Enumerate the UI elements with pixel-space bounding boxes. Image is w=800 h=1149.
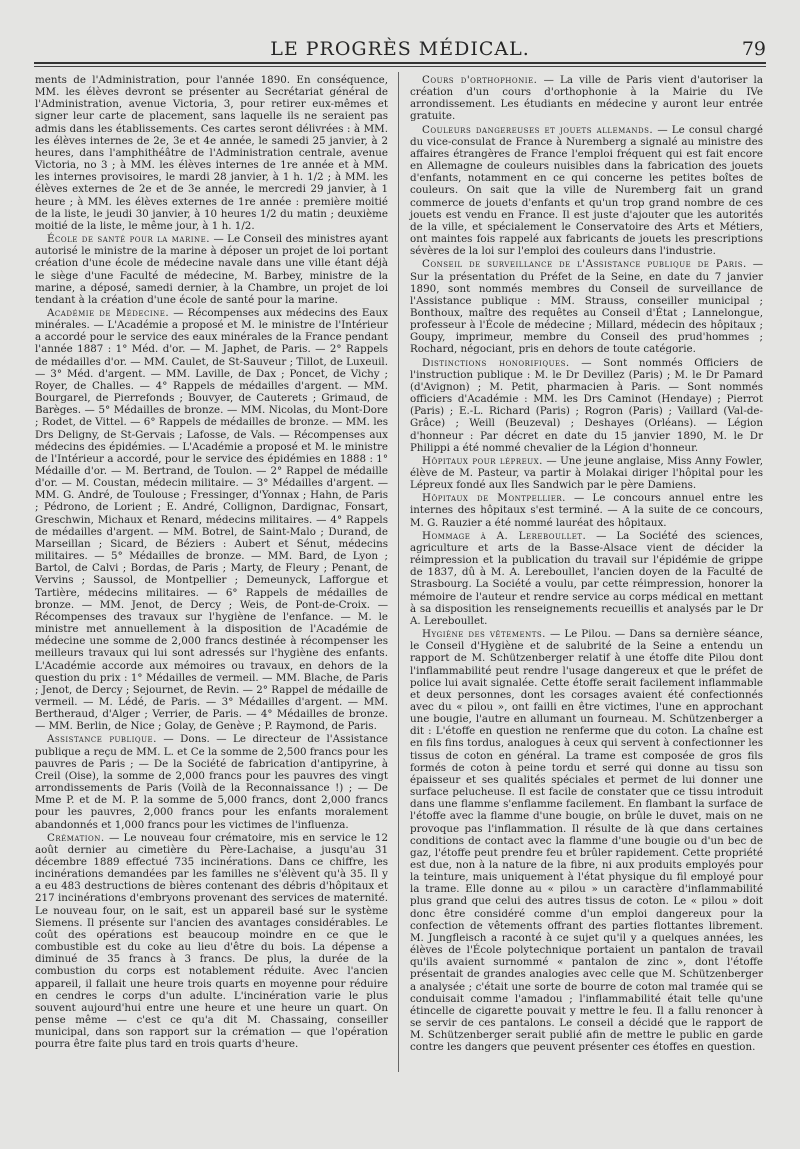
section-heading: Conseil de surveillance de l'Assistance publique de Paris. <box>422 258 747 271</box>
section-heading: Hygiène des vêtements. <box>422 628 546 641</box>
paragraph-text: — Le nouveau four crématoire, mis en service le 12 août dernier au cimetière du Père-Lachaise, a jusqu'au 31 décembre 1889 effectué 735 incinérations. Dans ce chiffre, les incinérations demandées par les familles ne s'élèvent qu'à 35. Il y a eu 483 destructions de bières contenant des débris d'hôpitaux et 217 incinérations d'embryons provenant des services de maternité. Le nouveau four, on le sait, est un appareil basé sur le système Siemens. Il présente sur l'ancien des avantages considérables. Le coût des opérations est beaucoup moindre en ce que le combustible est du coke au lieu d'être du bois. La dépense a diminué de 35 francs à 3 francs. De plus, la durée de la combustion du corps est notablement réduite. Avec l'ancien appareil, il fallait une heure trois quarts en moyenne pour réduire en cendres le corps d'un adulte. L'incinération varie le plus souvent aujourd'hui entre une heure et une heure un quart. On pense même — c'est ce qu'a dit M. Chassaing, conseiller municipal, dans son rapport sur la crémation — que l'opération pourra être faite plus tard en trois quarts d'heure. <box>35 831 388 1051</box>
paragraph-text: ments de l'Administration, pour l'année 1890. En conséquence, MM. les élèves devront se présenter au Secrétariat général de l'Administration, avenue Victoria, 3, pour retirer eux-mêmes et signer leur carte de placement, sans laquelle ils ne seraient pas admis dans les établissements. Ces cartes seront délivrées : à MM. les élèves internes de 2e, 3e et 4e année, le samedi 25 janvier, à 2 heures, dans l'amphithéâtre de l'Administration centrale, avenue Victoria, no 3 ; à MM. les élèves internes de 1re année et à MM. les internes provisoires, le mardi 28 janvier, à 1 h. 1/2 ; à MM. les élèves externes de 2e et de 3e année, le mercredi 29 janvier, à 1 heure ; à MM. les élèves externes de 1re année : première moitié de la liste, le jeudi 30 janvier, à 10 heures 1/2 du matin ; deuxième moitié de la liste, le même jour, à 1 h. 1/2. <box>35 74 388 232</box>
paragraph <box>410 258 763 355</box>
paragraph <box>410 530 763 627</box>
paragraph-text: — Sont nommés Officiers de l'instruction publique : M. le Dr Devillez (Paris) ; M. le Dr Pamard (d'Avignon) ; M. Petit, pharmacien à Paris. — Sont nommés officiers d'Académie : MM. les Drs Caminot (Hendaye) ; Pierrot (Paris) ; E.-L. Richard (Paris) ; Rogron (Paris) ; Vaillard (Val-de-Grâce) ; Weill (Beuzeval) ; Deshayes (Orléans). — Légion d'honneur : Par décret en date du 15 janvier 1890, M. le Dr Philippi a été nommé chevalier de la Légion d'honneur. <box>410 356 763 454</box>
page-header <box>34 36 766 62</box>
paragraph <box>410 628 763 1053</box>
paragraph-text: — Dons. — Le directeur de l'Assistance publique a reçu de MM. L. et Ce la somme de 2,500 francs pour les pauvres de Paris ; — De la Société de fabrication d'antipyrine, à Creil (Oise), la somme de 2,000 francs pour les pauvres des vingt arrondissements de Paris (Voilà de la Reconnaissance !) ; — De Mme P. et de M. P. la somme de 5,000 francs, dont 2,000 francs pour les pauvres, 2,000 francs pour les enfants moralement abandonnés et 1,000 francs pour les victimes de l'influenza. <box>35 733 388 831</box>
column-divider <box>398 72 399 1072</box>
paragraph <box>410 492 763 528</box>
paragraph <box>410 357 763 454</box>
paragraph-text: — Le consul chargé du vice-consulat de France à Nuremberg a signalé au ministre des affaires étrangères de France l'emploi fréquent qui est fait encore en Allemagne de couleurs nuisibles dans la fabrication des jouets d'enfants, notamment en ce qui concerne les petites boîtes de couleurs. On sait que la ville de Nuremberg fait un grand commerce de jouets d'enfants et qu'un trop grand nombre de ces jouets est vendu en France. Il est juste d'ajouter que les autorités de la ville, et spécialement le Conservatoire des Arts et Métiers, ont maintes fois rappelé aux fabricants de jouets les prescriptions sévères de la loi sur l'emploi des couleurs dans l'industrie. <box>410 123 763 258</box>
running-title: LE PROGRÈS MÉDICAL. <box>270 38 530 60</box>
section-heading: Hôpitaux de Montpellier. <box>422 492 566 505</box>
paragraph-text: — La ville de Paris vient d'autoriser la création d'un cours d'orthophonie à la Mairie du IVe arrondissement. Les étudiants en médecine y auront leur entrée gratuite. <box>410 74 763 123</box>
page-number: 79 <box>741 38 766 60</box>
section-heading: Crémation. <box>47 831 105 844</box>
paragraph <box>35 233 388 306</box>
paragraph-text: — Récompenses aux médecins des Eaux minérales. — L'Académie a proposé et M. le ministre de l'Intérieur a accordé pour le service des eaux minérales de la France pendant l'année 1887 : 1° Méd. d'or. — M. Japhet, de Paris. — 2° Rappels de médailles d'or. — MM. Caulet, de St-Sauveur ; Tillot, de Luxeuil. — 3° Méd. d'argent. — MM. Laville, de Dax ; Poncet, de Vichy ; Royer, de Challes. — 4° Rappels de médailles d'argent. — MM. Bourgarel, de Pierrefonds ; Bouvyer, de Cauterets ; Grimaud, de Barèges. — 5° Médailles de bronze. — MM. Nicolas, du Mont-Dore ; Rodet, de Vittel. — 6° Rappels de médailles de bronze. — MM. les Drs Deligny, de St-Gervais ; Lafosse, de Vals. — Récompenses aux médecins des épidémies. — L'Académie a proposé et M. le ministre de l'Intérieur a accordé, pour le service des épidémies en 1888 : 1° Médaille d'or. — M. Bertrand, de Toulon. — 2° Rappel de médaille d'or. — M. Coustan, médecin militaire. — 3° Médailles d'argent. — MM. G. André, de Toulouse ; Fressinger, d'Yonnax ; Hahn, de Paris ; Pédrono, de Lorient ; E. André, Collignon, Dardignac, Fonsart, Greschwin, Michaux et Renard, médecins militaires. — 4° Rappels de médailles d'argent. — MM. Botrel, de Saint-Malo ; Durand, de Marseillan ; Sicard, de Béziers : Aubert et Sénut, médecins militaires. — 5° Médailles de bronze. — MM. Bard, de Lyon ; Bartol, de Calvi ; Bordas, de Paris ; Marty, de Fleury ; Penant, de Vervins ; Saussol, de Montpellier ; Demeunyck, Lafforgue et Tartière, médecins militaires. — 6° Rappels de médailles de bronze. — MM. Jenot, de Dercy ; Weis, de Pont-de-Croix. — Récompenses des travaux sur l'hygiène de l'enfance. — M. le ministre met annuellement à la disposition de l'Académie de médecine une somme de 2,000 francs destinée à récompenser les meilleurs travaux qui lui sont adressés sur l'hygiène des enfants. L'Académie accorde aux mémoires ou travaux, en dehors de la question du prix : 1° Médailles de vermeil. — MM. Blache, de Paris ; Jenot, de Dercy ; Sejournet, de Revin. — 2° Rappel de médaille de vermeil. — M. Lédé, de Paris. — 3° Médailles d'argent. — MM. Bertheraud, d'Alger ; Verrier, de Paris. — 4° Médailles de bronze. — MM. Berlin, de Nice ; Golay, de Genève ; P. Raymond, de Paris. <box>35 306 388 733</box>
paragraph <box>410 124 763 258</box>
paragraph <box>35 733 388 830</box>
right-column <box>410 74 763 1055</box>
paragraph <box>410 455 763 491</box>
section-heading: Distinctions honorifiques. <box>422 356 570 369</box>
section-heading: Cours d'orthophonie. <box>422 74 538 86</box>
paragraph <box>35 307 388 732</box>
left-column <box>35 74 388 1052</box>
paragraph <box>35 74 388 232</box>
section-heading: Académie de Médecine. <box>47 306 170 319</box>
paragraph-text: — Le Pilou. — Dans sa dernière séance, le Conseil d'Hygiène et de salubrité de la Seine a entendu un rapport de M. Schützenberger relatif à une étoffe dite Pilou dont l'inflammabilité peut rendre l'usage dangereux et que le préfet de police lui avait signalée. Cette étoffe serait facilement inflammable et deux personnes, dont les corsages avaient été confectionnés avec du « pilou », ont failli en être victimes, l'une en approchant une bougie, l'autre en allumant un fourneau. M. Schützenberger a dit : L'étoffe en question ne renferme que du coton. La chaîne est en fils fins tordus, analogues à ceux qui servent à confectionner les tissus de coton en général. La trame est composée de gros fils formés de coton à peine tordu et serré qui donne au tissu son épaisseur et ses qualités spéciales et permet de lui donner une surface pelucheuse. Il est facile de constater que ce tissu introduit dans une flamme s'enflamme facilement. En flambant la surface de l'étoffe avec la flamme d'une bougie, on brûle le duvet, mais on ne provoque pas l'inflammation. Il résulte de là que dans certaines conditions de contact avec la flamme d'une bougie ou d'un bec de gaz, l'étoffe peut prendre feu et brûler rapidement. Cette propriété est due, non à la nature de la fibre, ni aux produits employés pour la teinture, mais uniquement à l'état physique du fil employé pour la trame. Elle donne au « pilou » un caractère d'inflammabilité plus grand que celui des autres tissus de coton. Le « pilou » doit donc être considéré comme d'un emploi dangereux pour la confection de vêtements offrant des parties flottantes librement. M. Jungfleisch a raconté à ce sujet qu'il y a quelques années, les élèves de l'École polytechnique portaient un pantalon de travail qu'ils avaient surnommé « pantalon de zinc », dont l'étoffe présentait de grandes analogies avec celle que M. Schützenberger a analysée ; c'était une sorte de bourre de coton mal tramée qui se conduisait comme l'amadou ; l'inflammabilité était telle qu'une étincelle de cigarette pouvait y mettre le feu. Il a fallu renoncer à se servir de ces pantalons. Le conseil a décidé que le rapport de M. Schützenberger serait publié afin de mettre le public en garde contre les dangers que peuvent présenter ces étoffes en question. <box>410 628 763 1054</box>
paragraph-text: — La Société des sciences, agriculture et arts de la Basse-Alsace vient de décider la réimpression et la publication du travail sur l'épidémie de grippe de 1837, dû à M. A. Lereboullet, l'ancien doyen de la Faculté de Strasbourg. La Société a voulu, par cette réimpression, honorer la mémoire de l'auteur et rendre service au corps médical en mettant à sa disposition les renseignements recueillis et analysés par le Dr A. Lereboullet. <box>410 529 764 627</box>
section-heading: Assistance publique. <box>47 733 157 746</box>
paragraph <box>410 74 763 123</box>
paragraph-text: — Le Conseil des ministres ayant autorisé le ministre de la marine à déposer un projet de loi portant création d'une école de médecine navale dans une ville étant déjà le siège d'une Faculté de médecine, M. Barbey, ministre de la marine, a déposé, samedi dernier, à la Chambre, un projet de loi tendant à la création d'une école de santé pour la marine. <box>35 233 388 306</box>
paragraph-text: — Le concours annuel entre les internes des hôpitaux s'est terminé. — A la suite de ce concours, M. G. Rauzier a été nommé lauréat des hôpitaux. <box>410 492 763 529</box>
header-rule <box>34 62 766 64</box>
paragraph <box>35 832 388 1051</box>
section-heading: Hôpitaux pour lépreux. <box>422 454 543 467</box>
paragraph-text: — Sur la présentation du Préfet de la Seine, en date du 7 janvier 1890, sont nommés membres du Conseil de surveillance de l'Assistance publique : MM. Strauss, conseiller municipal ; Bonthoux, maître des requêtes au Conseil d'État ; Lannelongue, professeur à l'École de médecine ; Millard, médecin des hôpitaux ; Goupy, imprimeur, membre du Conseil des prud'hommes ; Rochard, négociant, pris en dehors de toute catégorie. <box>410 258 763 356</box>
section-heading: Hommage à A. Lereboullet. <box>422 529 587 542</box>
header-rule-thin <box>34 66 766 67</box>
section-heading: Couleurs dangereuses et jouets allemands. <box>422 123 654 136</box>
paragraph-text: — Une jeune anglaise, Miss Anny Fowler, élève de M. Pasteur, va partir à Molakai diriger l'hôpital pour les Lépreux fondé aux Iles Sandwich par le père Damiens. <box>410 454 763 492</box>
section-heading: École de santé pour la marine. <box>47 233 211 246</box>
